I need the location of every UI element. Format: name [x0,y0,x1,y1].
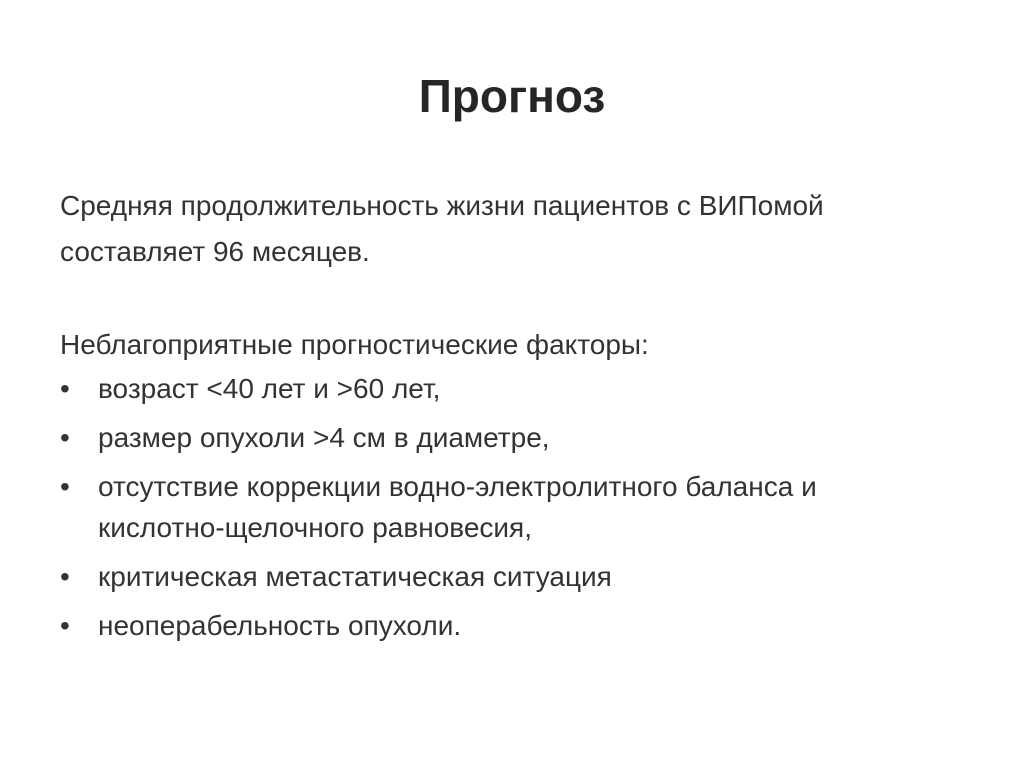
paragraph-line: Средняя продолжительность жизни пациентов с ВИПомой [60,190,824,221]
list-item [60,417,960,458]
bullet-icon: • [60,373,70,404]
slide-title: Прогноз [418,70,606,122]
list-item [60,556,960,597]
list-item [60,605,960,646]
bullet-icon: • [60,471,70,502]
list-item [60,466,960,548]
list-item-text: кислотно-щелочного равновесия, [98,512,532,543]
list-item-text: неоперабельность опухоли. [98,610,462,641]
bullet-icon: • [60,610,70,641]
list-item-text: критическая метастатическая ситуация [98,561,612,592]
bullet-icon: • [60,422,70,453]
slide-body [60,183,960,654]
life-expectancy-paragraph [60,183,960,275]
bullet-icon: • [60,561,70,592]
list-item [60,368,960,409]
paragraph-line: составляет 96 месяцев. [60,236,370,267]
list-item-text: размер опухоли >4 см в диаметре, [98,422,550,453]
factors-list [60,368,960,646]
factors-heading: Неблагоприятные прогностические факторы: [60,329,649,360]
list-item-text: возраст <40 лет и >60 лет, [98,373,441,404]
list-item-text: отсутствие коррекции водно-электролитного баланса и [98,471,817,502]
